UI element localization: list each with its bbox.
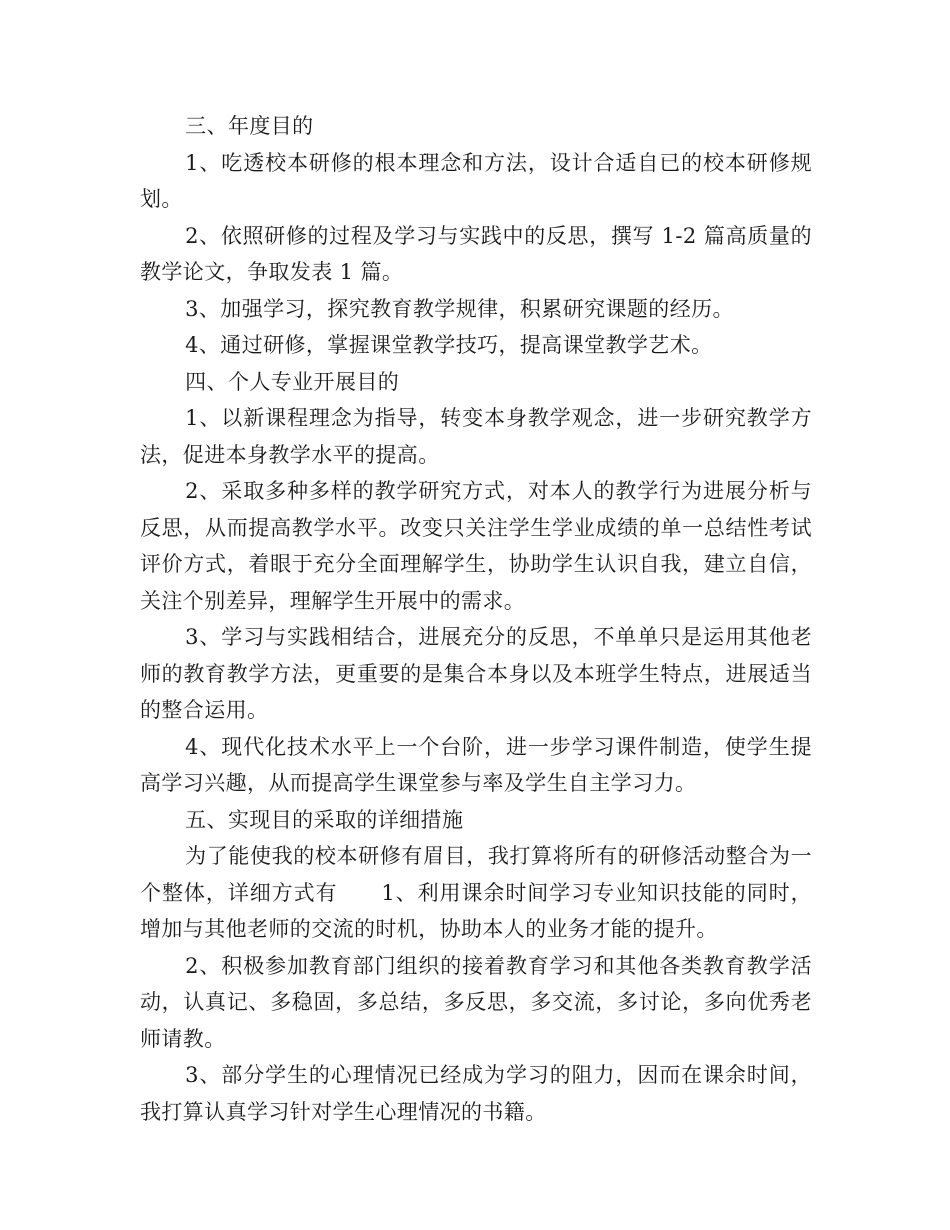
paragraph: 2、依照研修的过程及学习与实践中的反思，撰写 1-2 篇高质量的教学论文，争取发表 1 篇。 xyxy=(140,223,812,284)
paragraph: 1、以新课程理念为指导，转变本身教学观念，进一步研究教学方法，促进本身教学水平的提高。 xyxy=(140,406,812,467)
paragraph: 2、积极参加教育部门组织的接着教育学习和其他各类教育教学活动，认真记、多稳固，多总结，多反思，多交流，多讨论，多向优秀老师请教。 xyxy=(140,953,812,1051)
section-heading-annual-goals: 三、年度目的 xyxy=(185,114,314,138)
section-heading-measures: 五、实现目的采取的详细措施 xyxy=(185,807,464,832)
paragraph: 3、部分学生的心理情况已经成为学习的阻力，因而在课余时间，我打算认真学习针对学生心理情况的书籍。 xyxy=(140,1063,812,1124)
document-body xyxy=(140,108,812,1130)
paragraph: 3、加强学习，探究教育教学规律，积累研究课题的经历。 xyxy=(185,296,734,321)
section-heading-personal-development: 四、个人专业开展目的 xyxy=(185,369,400,394)
paragraph: 4、通过研修，掌握课堂教学技巧，提高课堂教学艺术。 xyxy=(185,333,713,357)
paragraph: 为了能使我的校本研修有眉目，我打算将所有的研修活动整合为一个整体，详细方式有 1、利用课余时间学习专业知识技能的同时，增加与其他老师的交流的时机，协助本人的业务才能的提升。 xyxy=(140,844,812,941)
paragraph: 3、学习与实践相结合，进展充分的反思，不单单只是运用其他老师的教育教学方法，更重要的是集合本身以及本班学生特点，进展适当的整合运用。 xyxy=(140,625,812,722)
paragraph: 4、现代化技术水平上一个台阶，进一步学习课件制造，使学生提高学习兴趣，从而提高学生课堂参与率及学生自主学习力。 xyxy=(140,734,812,795)
paragraph: 1、吃透校本研修的根本理念和方法，设计合适自已的校本研修规划。 xyxy=(140,150,812,211)
paragraph: 2、采取多种多样的教学研究方式，对本人的教学行为进展分析与反思，从而提高教学水平。改变只关注学生学业成绩的单一总结性考试评价方式，着眼于充分全面理解学生，协助学生认识自我，建立自信，关注个别差异，理解学生开展中的需求。 xyxy=(140,479,812,613)
